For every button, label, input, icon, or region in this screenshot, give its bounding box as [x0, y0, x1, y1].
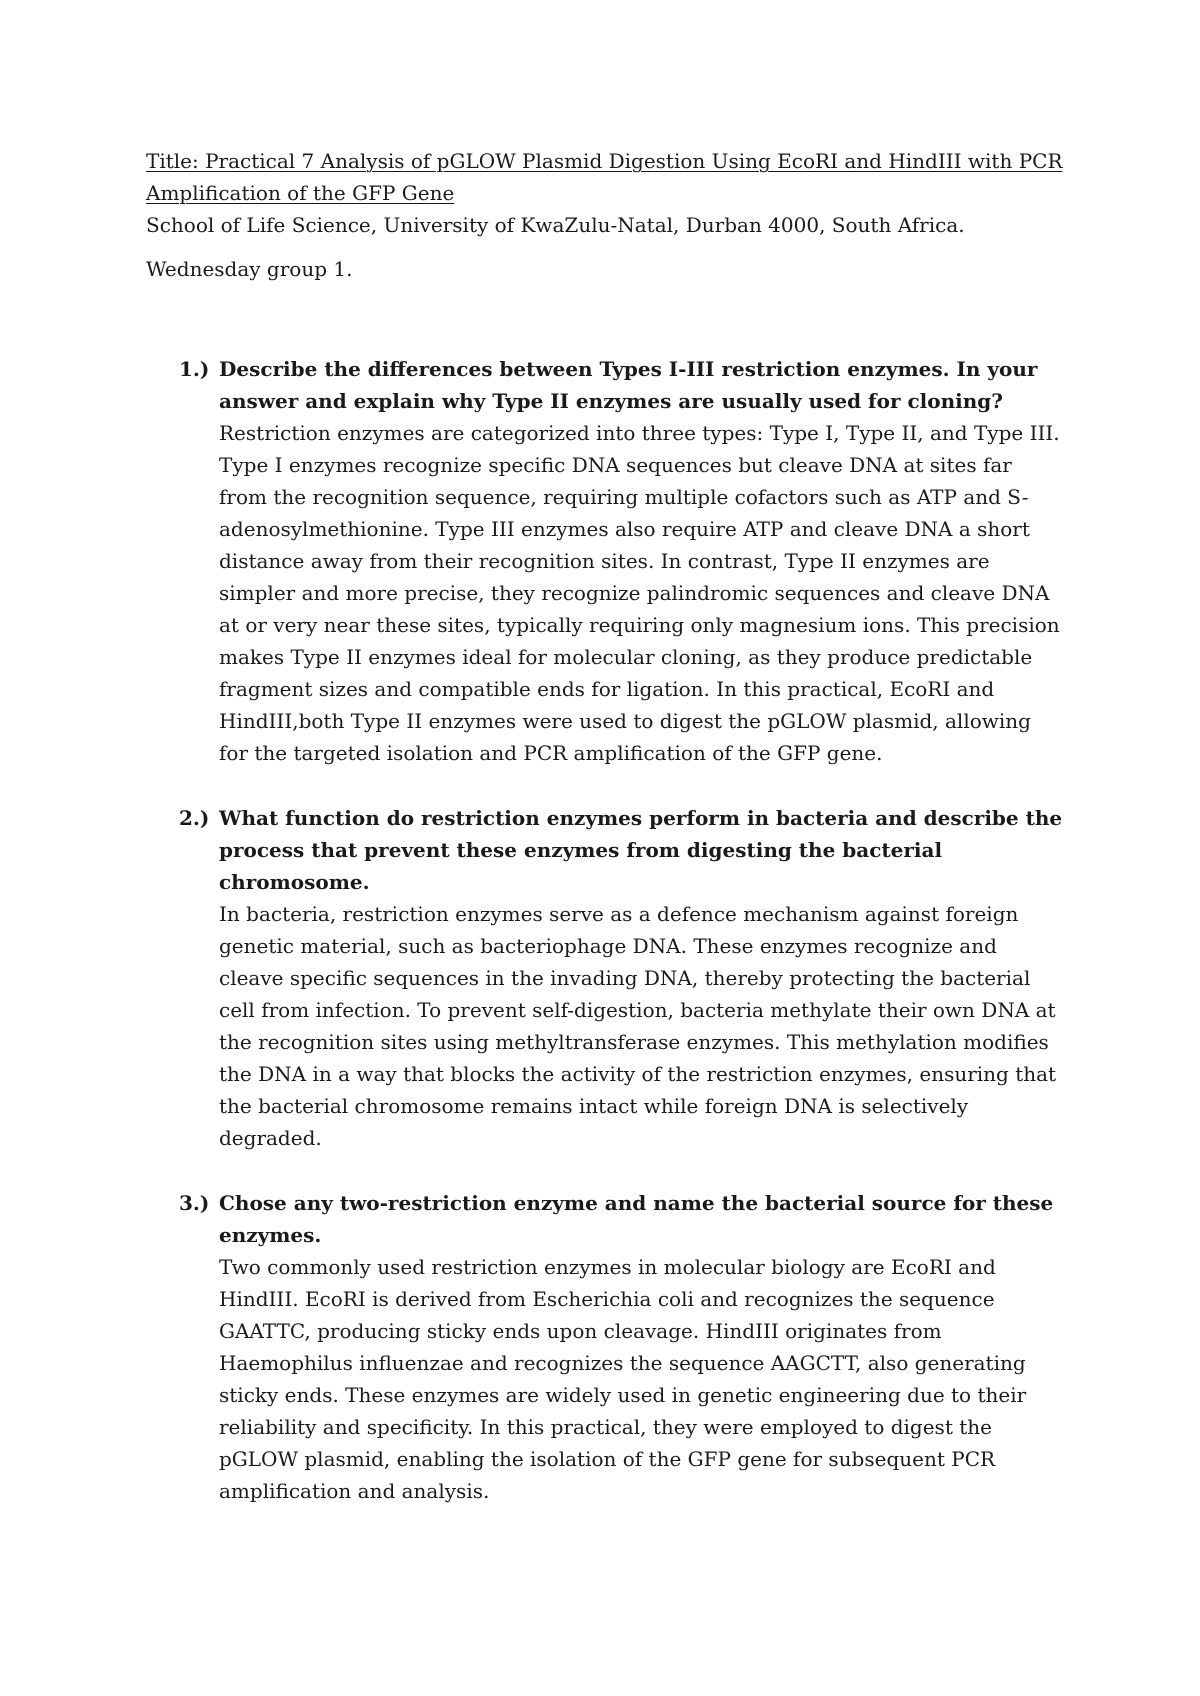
- document-header: [146, 145, 1066, 285]
- question-list: [146, 353, 1066, 1540]
- question-item: [146, 1187, 1066, 1507]
- answer-text: In bacteria, restriction enzymes serve as a defence mechanism against foreign genetic material, such as bacteriophage DNA. These enzymes recognize and cleave specific sequences in the invading DNA, thereby protecting the bacterial cell from infection. To prevent self-digestion, bacteria methylate their own DNA at the recognition sites using methyltransferase enzymes. This methylation modifies the DNA in a way that blocks the activity of the restriction enzymes, ensuring that the bacterial chromosome remains intact while foreign DNA is selectively degraded.: [219, 902, 1057, 1150]
- question-item: [146, 353, 1066, 769]
- question-number: 2.): [179, 806, 210, 830]
- affiliation: School of Life Science, University of KwaZulu-Natal, Durban 4000, South Africa.: [146, 213, 965, 237]
- group-label: Wednesday group 1.: [146, 257, 353, 281]
- question-text: What function do restriction enzymes perform in bacteria and describe the process that prevent these enzymes from digesting the bacterial chromosome.: [219, 806, 1063, 894]
- document-title: Title: Practical 7 Analysis of pGLOW Plasmid Digestion Using EcoRI and HindIII with PCR Amplification of the GFP Gene: [146, 149, 1063, 205]
- question-text: Describe the differences between Types I-III restriction enzymes. In your answer and explain why Type II enzymes are usually used for cloning?: [219, 357, 1038, 413]
- question-number: 3.): [179, 1191, 210, 1215]
- question-number: 1.): [179, 357, 210, 381]
- answer-text: Restriction enzymes are categorized into three types: Type I, Type II, and Type III. Type I enzymes recognize specific DNA sequences but cleave DNA at sites far from the recognition sequence, requiring multiple cofactors such as ATP and S-adenosylmethionine. Type III enzymes also require ATP and cleave DNA a short distance away from their recognition sites. In contrast, Type II enzymes are simpler and more precise, they recognize palindromic sequences and cleave DNA at or very near these sites, typically requiring only magnesium ions. This precision makes Type II enzymes ideal for molecular cloning, as they produce predictable fragment sizes and compatible ends for ligation. In this practical, EcoRI and HindIII,both Type II enzymes were used to digest the pGLOW plasmid, allowing for the targeted isolation and PCR amplification of the GFP gene.: [219, 421, 1060, 765]
- answer-text: Two commonly used restriction enzymes in molecular biology are EcoRI and HindIII. EcoRI is derived from Escherichia coli and recognizes the sequence GAATTC, producing sticky ends upon cleavage. HindIII originates from Haemophilus influenzae and recognizes the sequence AAGCTT, also generating sticky ends. These enzymes are widely used in genetic engineering due to their reliability and specificity. In this practical, they were employed to digest the pGLOW plasmid, enabling the isolation of the GFP gene for subsequent PCR amplification and analysis.: [219, 1255, 1027, 1503]
- question-item: [146, 802, 1066, 1154]
- question-text: Chose any two-restriction enzyme and name the bacterial source for these enzymes.: [219, 1191, 1054, 1247]
